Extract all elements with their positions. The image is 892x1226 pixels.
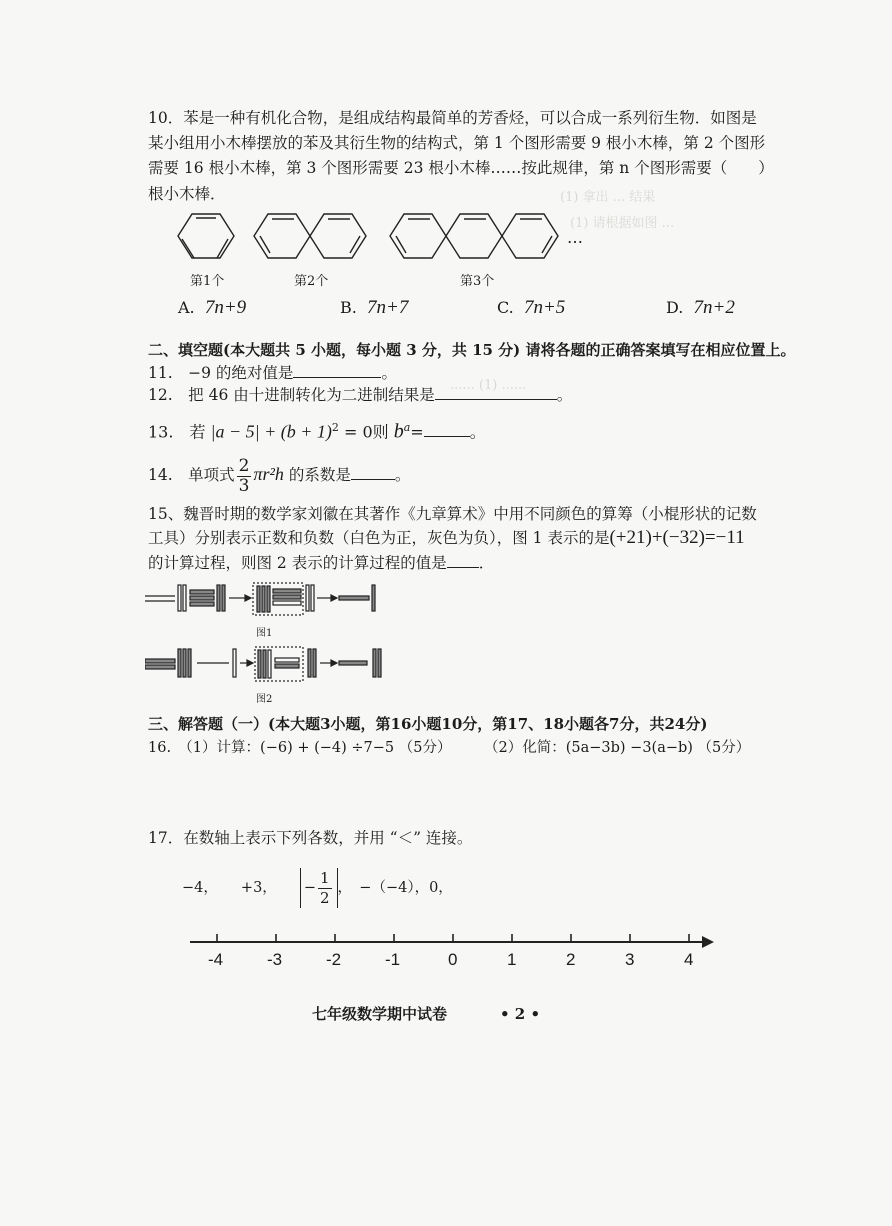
- q15-formula: (+21)+(−32)=−11: [609, 527, 745, 548]
- fig-label-2: 第2个: [294, 274, 329, 289]
- q13-exponent: 2: [331, 421, 339, 434]
- q13-eq: =: [410, 422, 424, 442]
- q17-text: 17．在数轴上表示下列各数，并用 “＜” 连接。: [148, 829, 473, 847]
- q13-text: 13. 若: [148, 422, 206, 442]
- tick-label: 1: [507, 950, 517, 969]
- counting-rods-figure-1: [145, 582, 385, 620]
- fig2-label: 图2: [256, 694, 273, 705]
- bleed-text: (1) 拿出 ... 结果: [560, 190, 656, 205]
- option-expr: 7n+5: [523, 297, 566, 318]
- tick-label: 0: [448, 950, 458, 969]
- option-d[interactable]: [666, 297, 735, 319]
- q11-answer-blank[interactable]: [293, 362, 381, 378]
- q10-line4: 根小木棒．: [148, 185, 226, 203]
- tick-label: -1: [385, 950, 401, 969]
- q17-num-rest: ， −（−4），0，: [337, 880, 453, 896]
- q13-equals-zero: = 0则: [338, 422, 394, 442]
- q14-fraction: [237, 457, 252, 496]
- counting-rods-figure-2: [145, 646, 385, 686]
- tick-label: -3: [267, 950, 283, 969]
- q11: [148, 362, 397, 383]
- q17-minus: −: [303, 880, 316, 896]
- q11-end: 。: [381, 364, 397, 382]
- option-expr: 7n+9: [204, 297, 247, 318]
- q13: [148, 418, 486, 442]
- q16-part1: 16. （1）计算：(−6) + (−4) ÷7−5 （5分）: [148, 740, 452, 756]
- fraction-numerator: 1: [320, 868, 330, 887]
- q17-numbers: [182, 866, 453, 910]
- q16-part2: （2）化简：(5a−3b) −3(a−b) （5分）: [484, 740, 751, 756]
- q14-monomial: πr²h: [253, 464, 284, 484]
- bleed-text: (1) 请根据如图 ...: [570, 216, 675, 231]
- option-letter: A.: [178, 298, 195, 317]
- q13-end: 。: [469, 422, 486, 442]
- option-letter: B.: [340, 298, 357, 317]
- q12: [148, 384, 572, 405]
- option-a[interactable]: [178, 297, 246, 319]
- q15-line1: 15、魏晋时期的数学家刘徽在其著作《九章算术》中用不同颜色的算筹（小棍形状的记数: [148, 505, 757, 523]
- tick-label: -2: [326, 950, 342, 969]
- q13-power: a: [403, 421, 411, 434]
- option-b[interactable]: [340, 297, 408, 319]
- section3-title: 三、解答题（一）(本大题3小题，第16小题10分，第17、18小题各7分，共24分): [148, 715, 708, 733]
- anthracene: [390, 214, 558, 258]
- q17-num-1: −4，: [182, 880, 218, 896]
- number-line[interactable]: [190, 928, 718, 948]
- tick-label: -4: [208, 950, 224, 969]
- fig-label-3: 第3个: [460, 274, 495, 289]
- q14-answer-blank[interactable]: [351, 464, 395, 480]
- benzene-figures: [170, 208, 590, 270]
- bleed-text: ...... (1) ......: [450, 378, 527, 393]
- q17-fraction: [318, 869, 332, 908]
- tick-label: 4: [684, 950, 694, 969]
- q13-answer-blank[interactable]: [424, 421, 470, 437]
- arrow-right-icon: [702, 936, 714, 948]
- q15-line3: [148, 552, 494, 573]
- figure-ellipsis: …: [567, 228, 583, 247]
- footer-title: 七年级数学期中试卷: [312, 1005, 448, 1023]
- q14-end: 。: [394, 466, 411, 484]
- section2-title: 二、填空题(本大题共 5 小题，每小题 3 分，共 15 分) 请将各题的正确答案填写在相应位置上。: [148, 341, 796, 359]
- q12-answer-blank[interactable]: [435, 384, 557, 400]
- q12-text: 12. 把 46 由十进制转化为二进制结果是: [148, 386, 435, 404]
- page-number: • 2 •: [500, 1005, 541, 1023]
- q15-text: 工具）分别表示正数和负数（白色为正，灰色为负），图 1 表示的是: [148, 529, 610, 547]
- option-c[interactable]: [497, 297, 565, 319]
- option-letter: D.: [666, 298, 684, 317]
- q14-text: 14. 单项式: [148, 466, 235, 484]
- q13-expression: |a − 5| + (b + 1): [210, 421, 332, 442]
- tick-label: 2: [566, 950, 576, 969]
- fraction-numerator: 2: [238, 455, 250, 476]
- q17-num-2: +3，: [240, 880, 277, 896]
- option-expr: 7n+2: [693, 297, 735, 318]
- fraction-denominator: 2: [320, 888, 330, 907]
- fig1-label: 图1: [256, 628, 273, 639]
- tick-label: 3: [625, 950, 635, 969]
- option-letter: C.: [497, 298, 514, 317]
- q15-answer-blank[interactable]: [447, 552, 479, 568]
- fig-label-1: 第1个: [190, 274, 225, 289]
- q15-text: 的计算过程，则图 2 表示的计算过程的值是: [148, 554, 447, 572]
- q10-line3: 需要 16 根小木棒，第 3 个图形需要 23 根小木棒……按此规律，第 n 个图形需要（ ）: [148, 159, 774, 177]
- q14: [148, 450, 410, 498]
- q11-text: 11. −9 的绝对值是: [148, 364, 294, 382]
- benzene-ring: [178, 214, 234, 258]
- q10-line2: 某小组用小木棒摆放的苯及其衍生物的结构式，第 1 个图形需要 9 根小木棒，第 2 个图形: [148, 134, 766, 152]
- fraction-denominator: 3: [238, 475, 250, 496]
- q14-text2: 的系数是: [283, 466, 351, 484]
- q15-end: ．: [478, 554, 495, 572]
- q12-end: 。: [556, 386, 573, 404]
- q13-base: b: [393, 420, 404, 443]
- q15-line2: [148, 528, 745, 548]
- q10-line1: 10．苯是一种有机化合物，是组成结构最简单的芳香烃，可以合成一系列衍生物．如图是: [148, 109, 757, 127]
- q17-abs-half: [300, 868, 338, 908]
- naphthalene: [254, 214, 366, 258]
- option-expr: 7n+7: [367, 297, 409, 318]
